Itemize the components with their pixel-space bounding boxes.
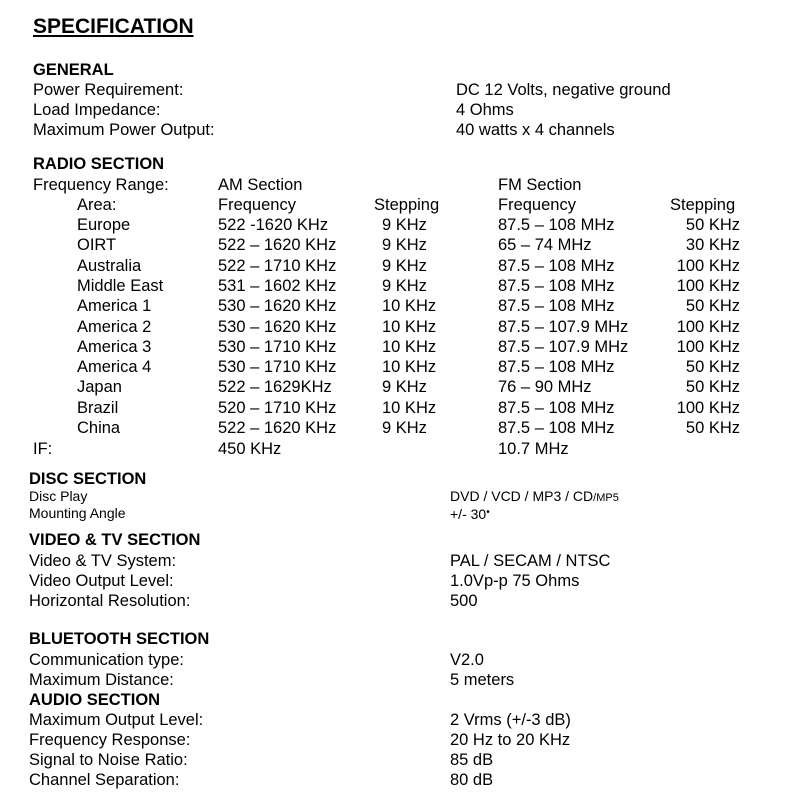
radio-cell-area: Brazil: [77, 398, 119, 417]
freq-range-label: Frequency Range:: [33, 176, 169, 194]
radio-cell-fm-stepping: 50 KHz: [685, 378, 740, 397]
audio-label-freq-response: Frequency Response:: [29, 731, 191, 749]
video-value-resolution: 500: [450, 592, 478, 610]
video-label-system: Video & TV System:: [29, 552, 177, 570]
radio-cell-am-stepping: 9 KHz: [382, 216, 427, 234]
video-heading: VIDEO & TV SECTION: [29, 531, 201, 549]
radio-cell-fm-frequency: 87.5 – 107.9 MHz: [498, 317, 629, 336]
mounting-angle-value: +/- 30•: [450, 506, 490, 522]
radio-cell-fm-frequency: 87.5 – 107.9 MHz: [498, 337, 629, 356]
radio-cell-am-stepping: 9 KHz: [382, 276, 427, 295]
audio-label-separation: Channel Separation:: [29, 771, 180, 789]
radio-cell-fm-frequency: 87.5 – 108 MHz: [498, 256, 615, 275]
radio-cell-fm-frequency: 65 – 74 MHz: [498, 236, 592, 255]
radio-cell-am-frequency: 522 – 1620 KHz: [218, 419, 337, 437]
radio-cell-area: America 1: [77, 297, 152, 316]
radio-cell-area: America 2: [77, 317, 152, 336]
video-label-resolution: Horizontal Resolution:: [29, 592, 191, 610]
radio-cell-am-frequency: 531 – 1602 KHz: [218, 276, 337, 295]
video-label-output: Video Output Level:: [29, 572, 174, 590]
radio-cell-am-stepping: 10 KHz: [382, 358, 437, 377]
radio-cell-fm-frequency: 87.5 – 108 MHz: [498, 216, 615, 234]
radio-cell-am-frequency: 522 – 1629KHz: [218, 378, 332, 397]
bluetooth-label-type: Communication type:: [29, 651, 184, 669]
radio-cell-fm-stepping: 50 KHz: [685, 358, 740, 377]
audio-value-output-level: 2 Vrms (+/-3 dB): [450, 711, 571, 729]
audio-label-snr: Signal to Noise Ratio:: [29, 751, 188, 769]
audio-value-separation: 80 dB: [450, 771, 494, 789]
page-title: SPECIFICATION: [33, 15, 194, 38]
radio-cell-area: OIRT: [77, 236, 117, 255]
audio-heading: AUDIO SECTION: [29, 691, 161, 709]
general-heading: GENERAL: [33, 61, 114, 79]
radio-cell-fm-stepping: 50 KHz: [685, 419, 740, 437]
radio-cell-fm-stepping: 100 KHz: [676, 398, 740, 417]
radio-cell-am-frequency: 522 -1620 KHz: [218, 216, 329, 234]
radio-cell-fm-stepping: 50 KHz: [685, 297, 740, 316]
if-label: IF:: [33, 440, 53, 458]
radio-cell-am-stepping: 10 KHz: [382, 398, 437, 417]
radio-cell-area: Europe: [77, 216, 131, 234]
radio-cell-fm-stepping: 50 KHz: [685, 216, 740, 234]
if-am-value: 450 KHz: [218, 440, 282, 458]
radio-cell-am-frequency: 522 – 1710 KHz: [218, 256, 337, 275]
radio-cell-am-frequency: 520 – 1710 KHz: [218, 398, 337, 417]
disc-heading: DISC SECTION: [29, 470, 147, 488]
radio-cell-area: China: [77, 419, 121, 437]
radio-cell-am-frequency: 530 – 1710 KHz: [218, 337, 337, 356]
general-label-impedance: Load Impedance:: [33, 101, 161, 119]
general-value-impedance: 4 Ohms: [456, 101, 514, 119]
radio-heading: RADIO SECTION: [33, 155, 165, 173]
bluetooth-value-type: V2.0: [450, 651, 484, 669]
radio-cell-area: Australia: [77, 256, 142, 275]
radio-cell-fm-stepping: 100 KHz: [676, 256, 740, 275]
area-header: Area:: [77, 196, 117, 214]
radio-cell-fm-stepping: 30 KHz: [685, 236, 740, 255]
radio-cell-fm-stepping: 100 KHz: [676, 317, 740, 336]
general-value-power: DC 12 Volts, negative ground: [456, 81, 671, 99]
bluetooth-value-distance: 5 meters: [450, 671, 515, 689]
radio-cell-fm-frequency: 76 – 90 MHz: [498, 378, 592, 397]
radio-cell-fm-frequency: 87.5 – 108 MHz: [498, 297, 615, 316]
bluetooth-heading: BLUETOOTH SECTION: [29, 630, 210, 648]
radio-cell-am-frequency: 530 – 1710 KHz: [218, 358, 337, 377]
general-value-max-power: 40 watts x 4 channels: [456, 121, 615, 139]
audio-value-freq-response: 20 Hz to 20 KHz: [450, 731, 571, 749]
radio-cell-fm-frequency: 87.5 – 108 MHz: [498, 358, 615, 377]
mounting-angle-label: Mounting Angle: [29, 505, 126, 521]
general-label-max-power: Maximum Power Output:: [33, 121, 215, 139]
radio-cell-area: America 4: [77, 358, 152, 377]
video-value-output: 1.0Vp-p 75 Ohms: [450, 572, 580, 590]
radio-cell-fm-frequency: 87.5 – 108 MHz: [498, 419, 615, 437]
video-value-system: PAL / SECAM / NTSC: [450, 552, 611, 570]
fm-section-label: FM Section: [498, 176, 582, 194]
radio-cell-fm-stepping: 100 KHz: [676, 337, 740, 356]
radio-cell-area: America 3: [77, 337, 152, 356]
am-frequency-header: Frequency: [218, 196, 296, 214]
radio-cell-area: Japan: [77, 378, 122, 397]
disc-play-value: DVD / VCD / MP3 / CD/MP5: [450, 488, 619, 504]
radio-cell-am-stepping: 9 KHz: [382, 256, 427, 275]
radio-cell-area: Middle East: [77, 276, 164, 295]
radio-cell-am-stepping: 10 KHz: [382, 297, 437, 316]
radio-cell-fm-frequency: 87.5 – 108 MHz: [498, 398, 615, 417]
audio-label-output-level: Maximum Output Level:: [29, 711, 204, 729]
radio-cell-fm-stepping: 100 KHz: [676, 276, 740, 295]
radio-cell-fm-frequency: 87.5 – 108 MHz: [498, 276, 615, 295]
radio-cell-am-frequency: 530 – 1620 KHz: [218, 297, 337, 316]
radio-cell-am-stepping: 10 KHz: [382, 317, 437, 336]
radio-cell-am-frequency: 522 – 1620 KHz: [218, 236, 337, 255]
bluetooth-label-distance: Maximum Distance:: [29, 671, 174, 689]
general-label-power: Power Requirement:: [33, 81, 184, 99]
disc-play-label: Disc Play: [29, 488, 88, 504]
radio-cell-am-stepping: 9 KHz: [382, 378, 427, 397]
am-section-label: AM Section: [218, 176, 303, 194]
fm-stepping-header: Stepping: [670, 196, 736, 214]
radio-cell-am-stepping: 9 KHz: [382, 236, 427, 255]
fm-frequency-header: Frequency: [498, 196, 576, 214]
if-fm-value: 10.7 MHz: [498, 440, 569, 458]
am-stepping-header: Stepping: [374, 196, 440, 214]
audio-value-snr: 85 dB: [450, 751, 494, 769]
radio-cell-am-frequency: 530 – 1620 KHz: [218, 317, 337, 336]
radio-cell-am-stepping: 9 KHz: [382, 419, 427, 437]
radio-cell-am-stepping: 10 KHz: [382, 337, 437, 356]
